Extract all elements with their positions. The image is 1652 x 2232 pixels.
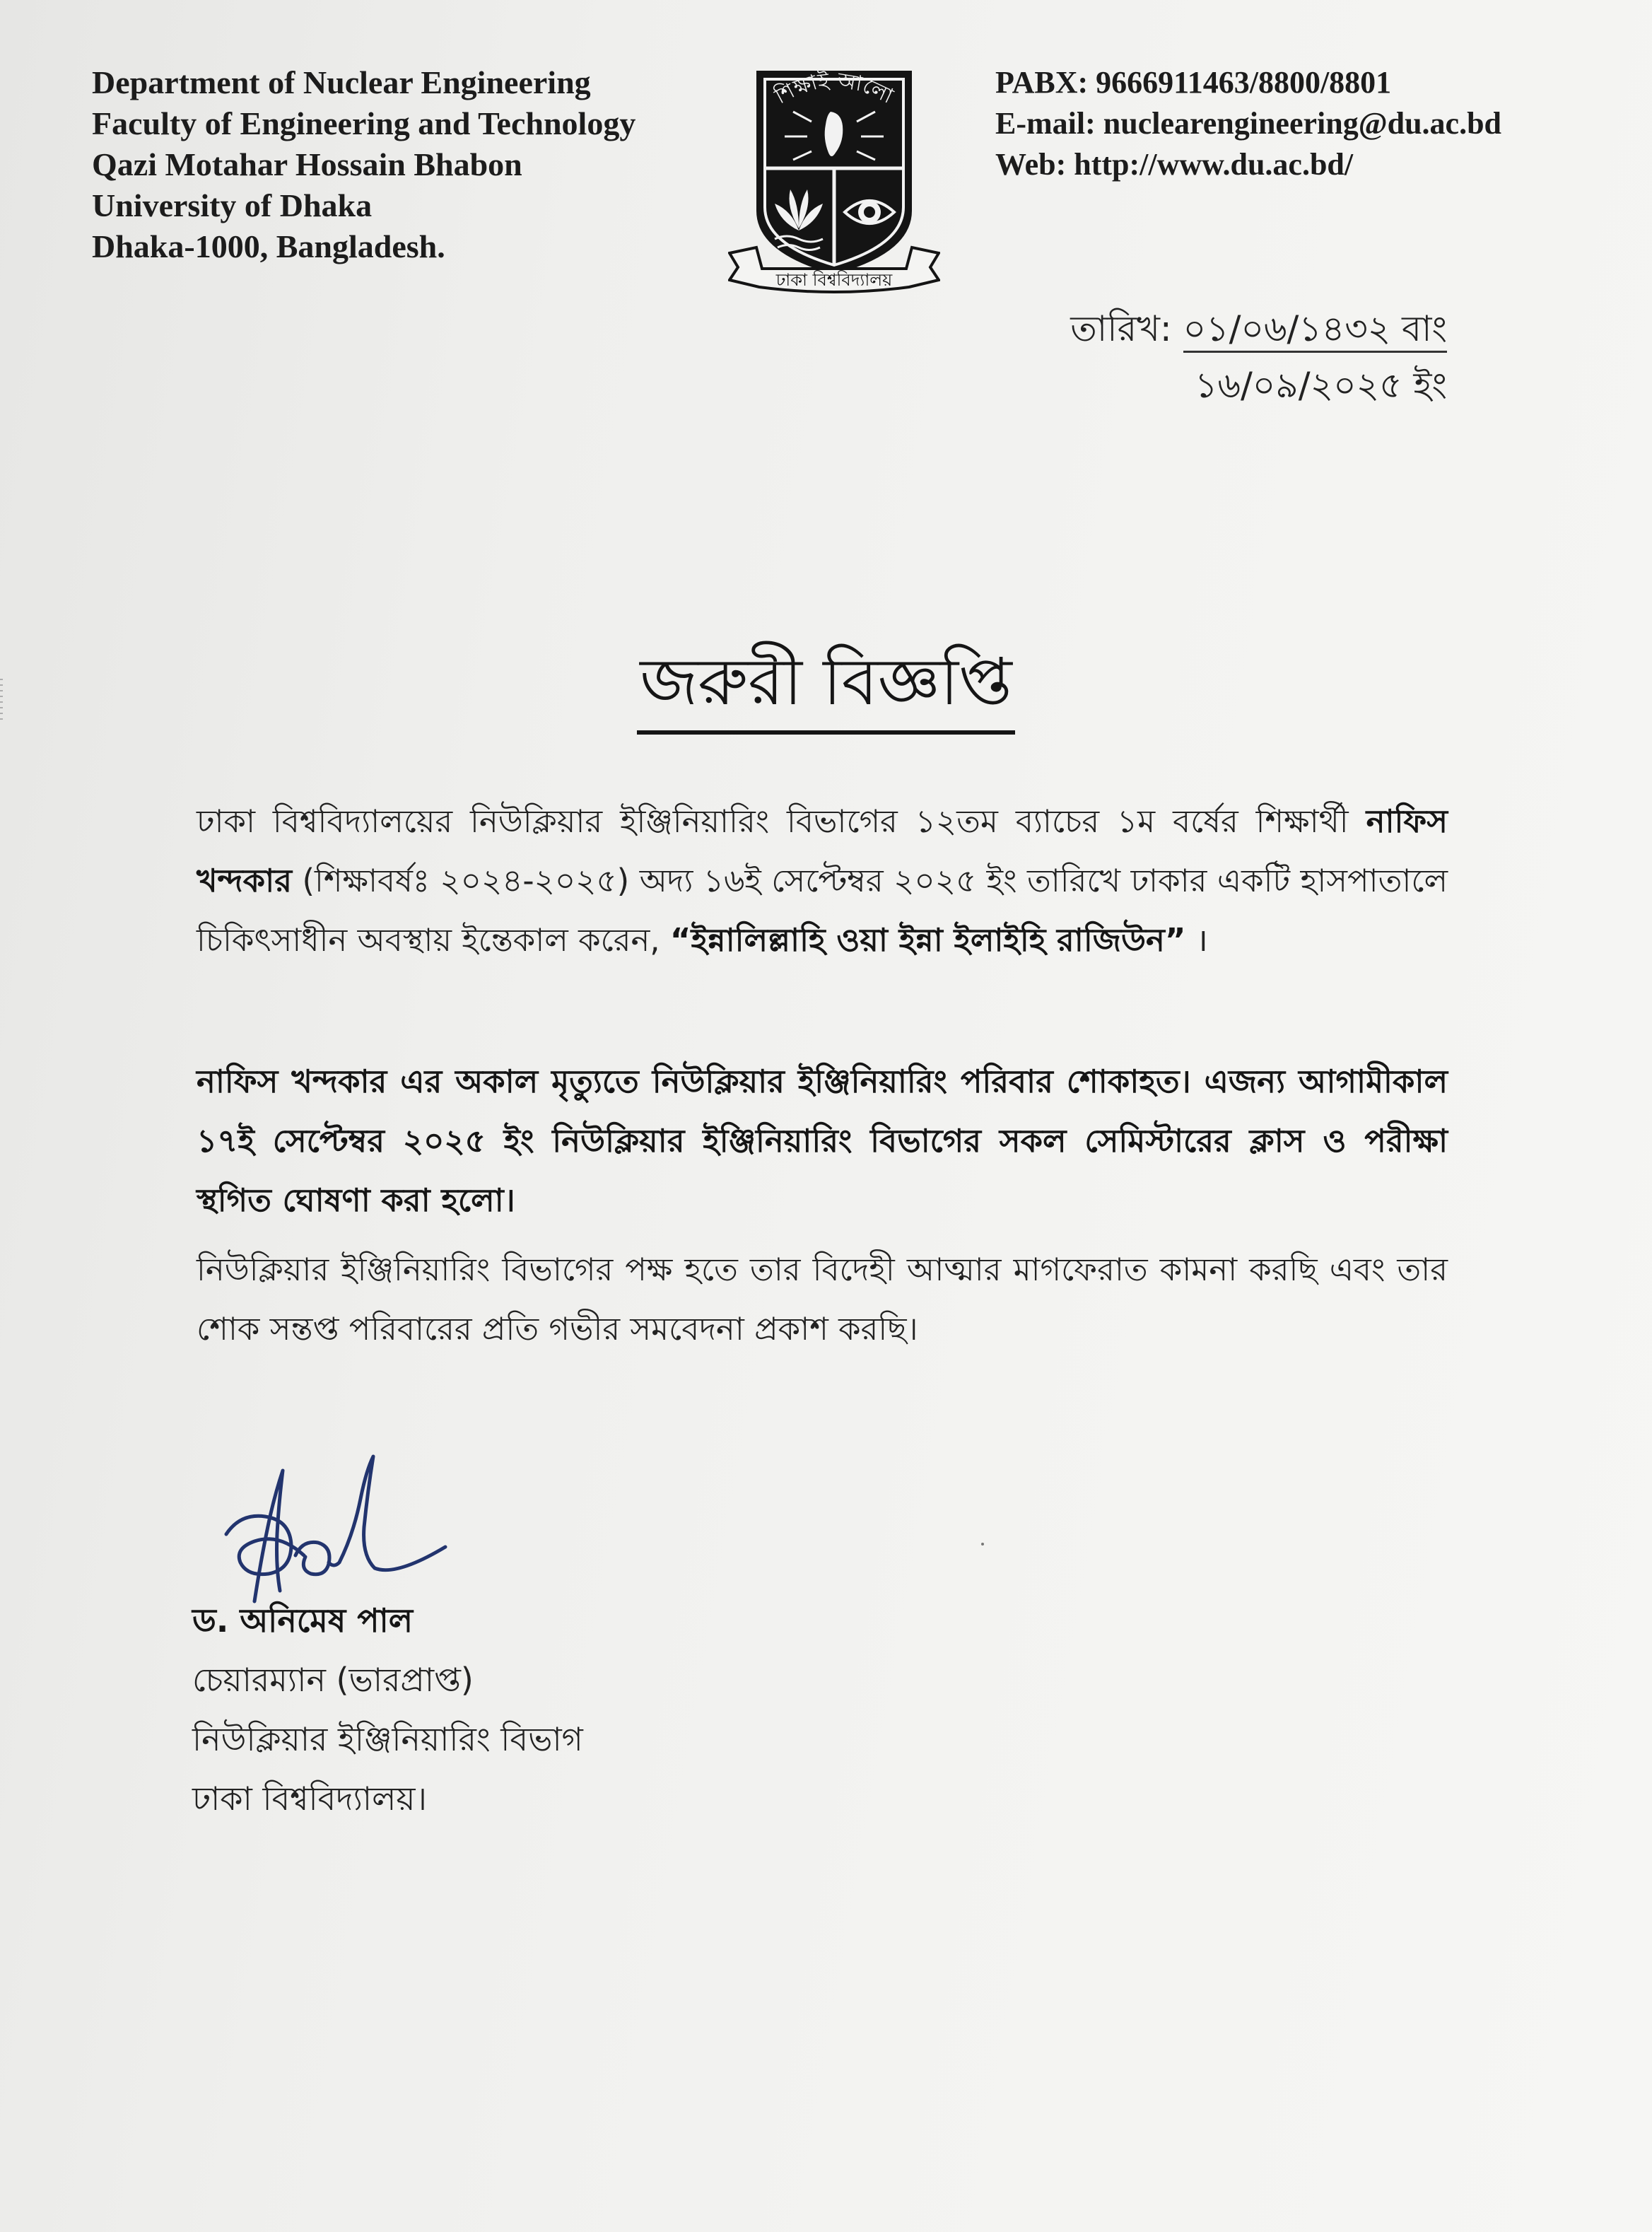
signatory-designation: চেয়ারম্যান (ভারপ্রাপ্ত)	[192, 1661, 474, 1699]
paragraph-class-suspension: নাফিস খন্দকার এর অকাল মৃত্যুতে নিউক্লিয়ার ইঞ্জিনিয়ারিং পরিবার শোকাহত। এজন্য আগামীকাল ১৭ই সেপ্টেম্বর ২০২৫ ইং নিউক্লিয়ার ইঞ্জিনিয়ারিং বিভাগের সকল সেমিস্টারের ক্লাস ও পরীক্ষা স্থগিত ঘোষণা করা হলো।	[197, 1063, 1448, 1219]
paragraph1-part2: (শিক্ষাবর্ষঃ ২০২৪-২০২৫) অদ্য ১৬ই সেপ্টেম্বর ২০২৫ ইং তারিখে ঢাকার একটি হাসপাতালে চিকিৎসাধীন অবস্থায় ইন্তেকাল করেন,	[197, 862, 1448, 959]
date-label: তারিখ:	[1070, 308, 1172, 349]
signatory-university: ঢাকা বিশ্ববিদ্যালয়।	[192, 1780, 427, 1818]
signatory-department: নিউক্লিয়ার ইঞ্জিনিয়ারিং বিভাগ	[192, 1720, 583, 1758]
handwritten-signature-icon	[212, 1449, 467, 1612]
signatory-block	[192, 1591, 583, 1828]
notice-date	[1070, 300, 1447, 414]
date-line-english	[1070, 357, 1447, 414]
logo-motto: শিক্ষাই আলো	[771, 68, 897, 110]
department-name: Department of Nuclear Engineering	[92, 64, 591, 100]
student-name: নাফিস খন্দকার	[197, 802, 1448, 899]
prayer-text: “ইন্নালিল্লাহি ওয়া ইন্না ইলাইহি রাজিউন”	[669, 921, 1186, 959]
building-name: Qazi Motahar Hossain Bhabon	[92, 146, 522, 182]
english-date: ১৬/০৯/২০২৫ ইং	[1195, 365, 1447, 406]
paragraph1-end: ।	[1185, 921, 1208, 959]
logo-university-text: ঢাকা বিশ্ববিদ্যালয়	[775, 270, 893, 290]
date-line-bangla	[1070, 300, 1447, 357]
email-address: E-mail: nuclearengineering@du.ac.bd	[995, 106, 1502, 141]
contact-info	[995, 62, 1632, 185]
city-country: Dhaka-1000, Bangladesh.	[92, 228, 445, 264]
notice-title: জরুরী বিজ্ঞপ্তি	[637, 640, 1015, 735]
paper-speck	[981, 1543, 984, 1546]
paragraph1-part1: ঢাকা বিশ্ববিদ্যালয়ের নিউক্লিয়ার ইঞ্জিনিয়ারিং বিভাগের ১২তম ব্যাচের ১ম বর্ষের শিক্ষার্থী	[197, 802, 1366, 840]
bangla-date: ০১/০৬/১৪৩২ বাং	[1183, 308, 1447, 353]
notice-title-wrap	[0, 640, 1652, 735]
department-address	[92, 62, 763, 267]
university-of-dhaka-crest-icon	[728, 62, 940, 296]
signatory-name: ড. অনিমেষ পাল	[192, 1601, 414, 1640]
paragraph-condolence: নিউক্লিয়ার ইঞ্জিনিয়ারিং বিভাগের পক্ষ হতে তার বিদেহী আত্মার মাগফেরাত কামনা করছি এবং তার শোক সন্তপ্ত পরিবারের প্রতি গভীর সমবেদনা প্রকাশ করছি।	[197, 1251, 1448, 1348]
pabx-number: PABX: 9666911463/8800/8801	[995, 65, 1392, 100]
website-address: Web: http://www.du.ac.bd/	[995, 147, 1354, 182]
university-name: University of Dhaka	[92, 187, 373, 223]
paragraph-announcement	[197, 792, 1448, 970]
faculty-name: Faculty of Engineering and Technology	[92, 105, 636, 141]
